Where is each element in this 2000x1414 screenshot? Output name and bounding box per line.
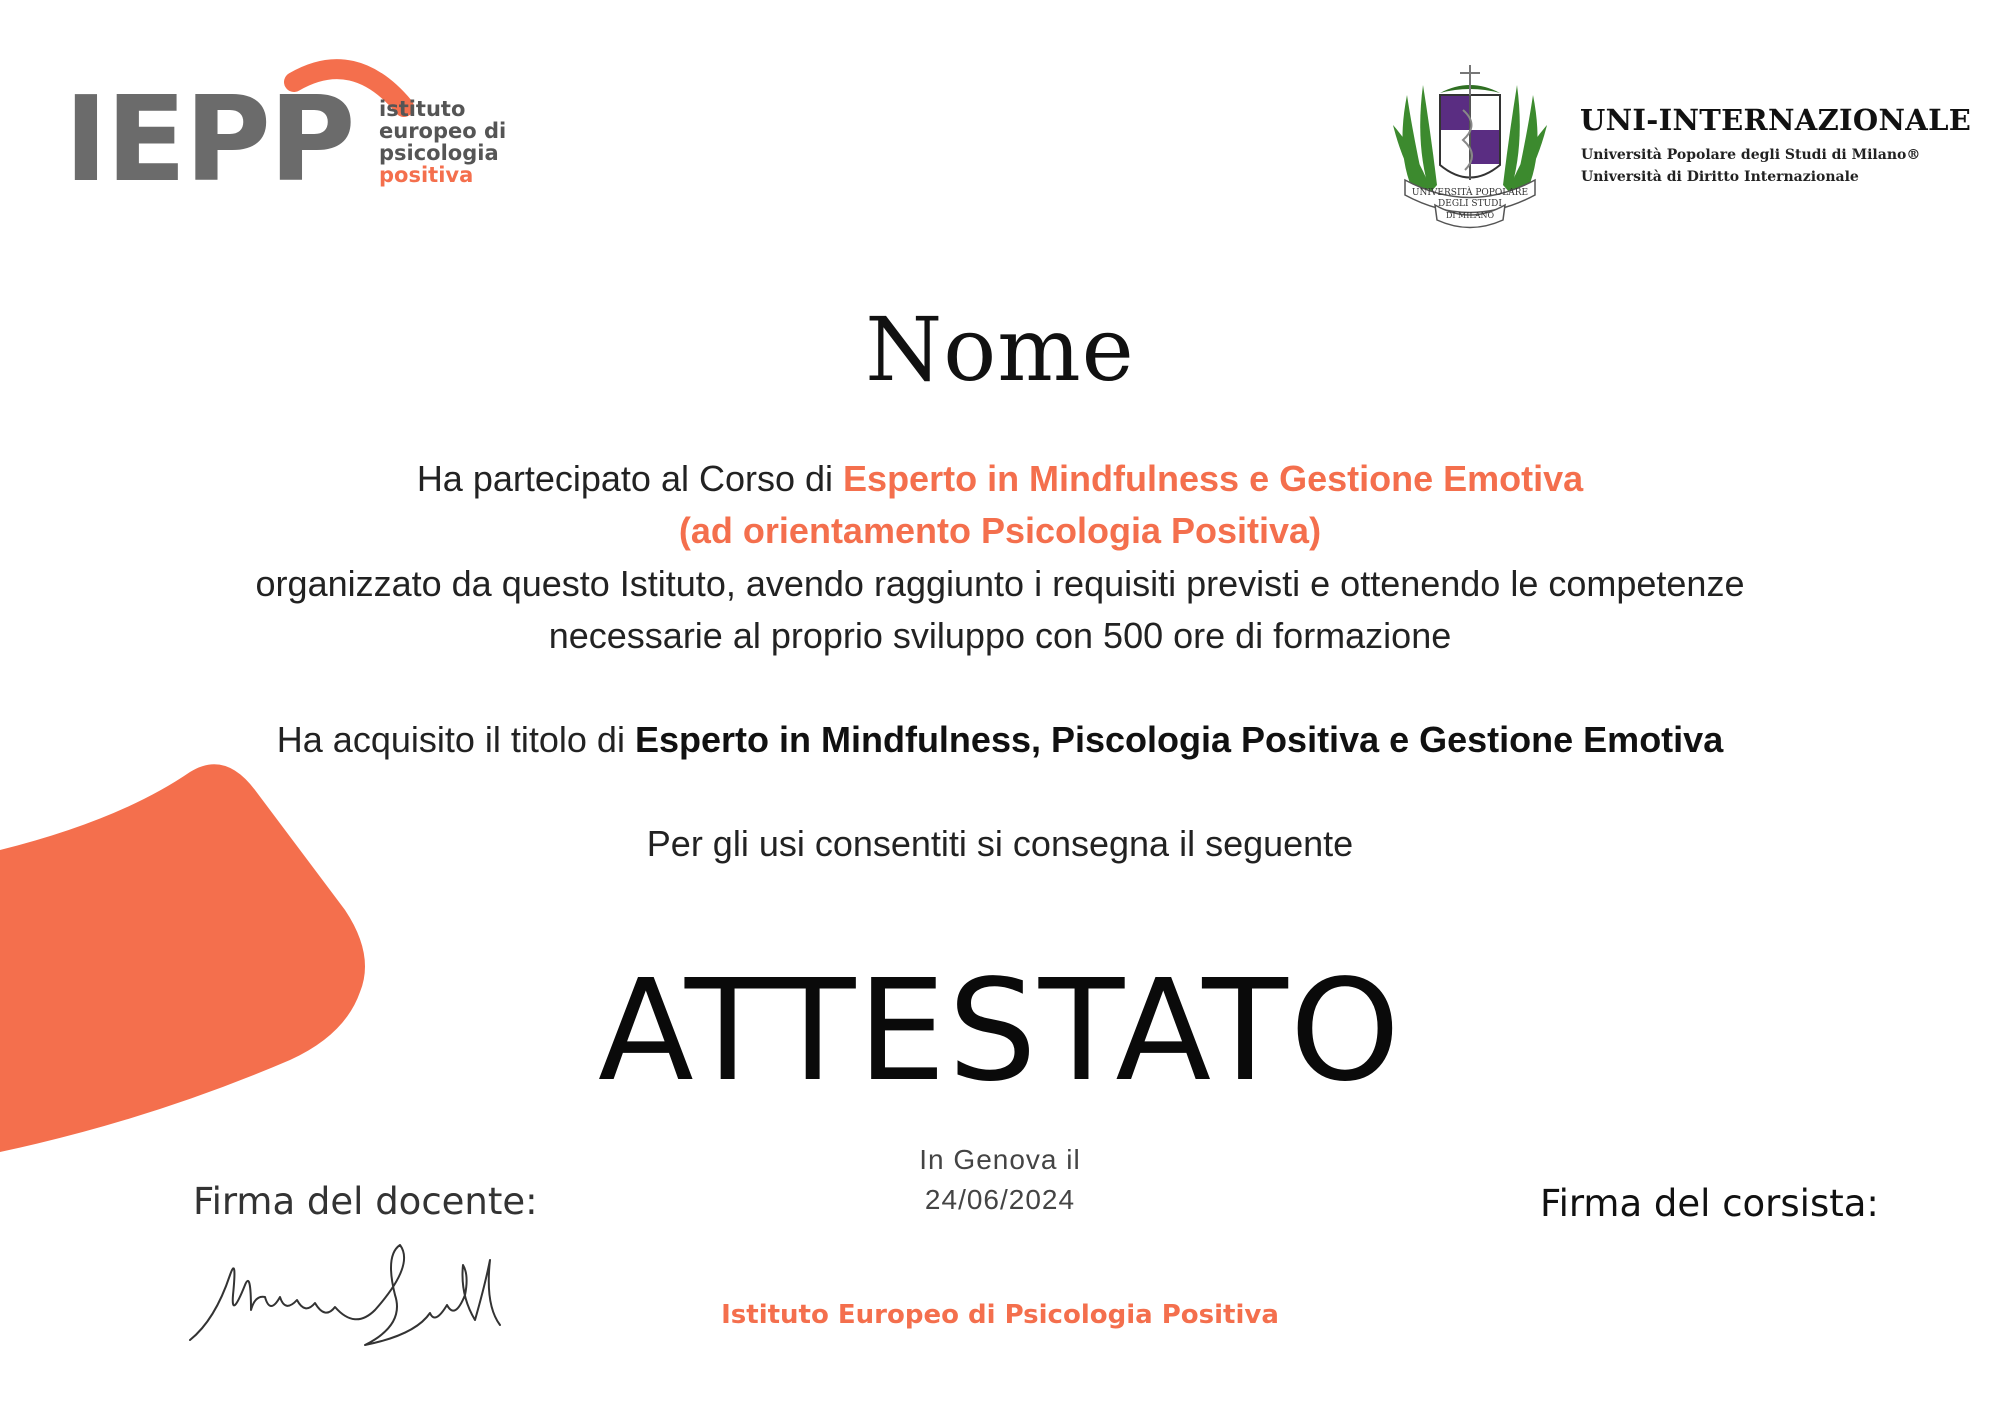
course-orientation: (ad orientamento Psicologia Positiva) (678, 510, 1322, 551)
seal-text-2: DEGLI STUDI (1438, 199, 1502, 209)
delivery-line: Per gli usi consentiti si consegna il seguente (646, 823, 1354, 864)
university-seal-icon (1385, 55, 1555, 230)
acquired-title-line (0, 714, 2000, 766)
iepp-logo-tagline (379, 98, 506, 186)
seal-text-3: DI MILANO (1445, 211, 1495, 220)
university-name: UNI-INTERNAZIONALE (1580, 103, 1972, 137)
organization-line: organizzato da questo Istituto, avendo raggiunto i requisiti previsti e ottenendo le competenze (255, 563, 1745, 604)
document-title: ATTESTATO (597, 950, 1403, 1113)
acquired-title: Esperto in Mindfulness, Piscologia Positiva e Gestione Emotiva (634, 719, 1724, 760)
participation-line (0, 453, 2000, 505)
student-signature-label: Firma del corsista: (1540, 1182, 1879, 1225)
iepp-tagline-line: europeo di (379, 119, 507, 143)
university-subtitle: Università Popolare degli Studi di Milano® (1581, 147, 1921, 163)
recipient-name: Nome (865, 298, 1135, 401)
iepp-logo (64, 52, 534, 208)
course-name: Esperto in Mindfulness e Gestione Emotiva (843, 458, 1584, 499)
seal-text-1: UNIVERSITÀ POPOLARE (1411, 188, 1529, 198)
iepp-tagline-line: istituto (379, 97, 466, 121)
iepp-tagline-line: positiva (379, 163, 474, 187)
issue-place: In Genova il (919, 1144, 1081, 1175)
issue-date: 24/06/2024 (924, 1184, 1076, 1215)
footer-organization-name: Istituto Europeo di Psicologia Positiva (721, 1300, 1279, 1330)
iepp-logo-letters: IEPP (64, 70, 354, 208)
teacher-signature-label: Firma del docente: (193, 1180, 538, 1223)
iepp-tagline-line: psicologia (379, 141, 499, 165)
teacher-signature-icon (185, 1225, 525, 1355)
acquired-title-prefix: Ha acquisito il titolo di (276, 719, 635, 760)
training-hours-line: necessarie al proprio sviluppo con 500 ore di formazione (548, 615, 1452, 656)
university-subtitle: Università di Diritto Internazionale (1581, 169, 1859, 185)
participation-prefix: Ha partecipato al Corso di (416, 458, 844, 499)
